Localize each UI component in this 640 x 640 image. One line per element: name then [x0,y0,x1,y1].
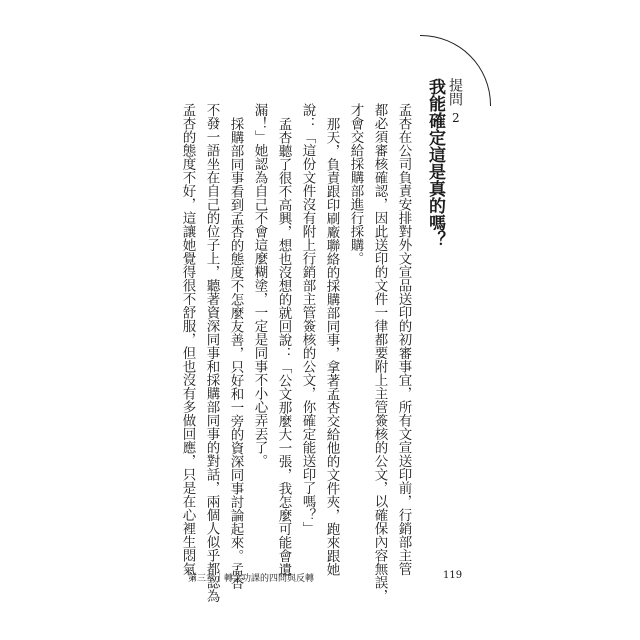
body-column-5: 說：「這份文件沒有附上行銷部主管簽核的公文，你確定能送印了嗎？」 [299,103,316,535]
body-column-7: 漏！」她認為自己不會這麼糊塗，一定是同事不小心弄丟了。 [251,103,268,468]
body-column-2: 都必須審核確認，因此送印的文件一律都要附上主管簽核的公文，以確保內容無誤， [371,103,388,603]
body-column-8: 採購部同事看到孟杏的態度不怎麼友善，只好和一旁的資深同事討論起來。孟杏 [227,117,244,590]
body-column-9: 不發一語坐在自己的位子上，聽著資深同事和採購部同事的對話，兩個人似乎都認為 [203,103,220,603]
body-column-6: 孟杏聽了很不高興，想也沒想的就回說：「公文那麼大一張，我怎麼可能會遺 [275,117,292,576]
body-column-3: 才會交給採購部進行採購。 [347,103,364,265]
question-number: 2 [452,111,460,125]
body-column-1: 孟杏在公司負責安排對外文宣品送印的初審事宜，所有文宣送印前，行銷部主管 [395,103,412,576]
body-column-10: 孟杏的態度不好，這讓她覺得很不舒服，但也沒有多做回應，只是在心裡生悶氣。 [179,103,196,589]
question-title: 我能確定這是真的嗎？ [425,78,445,248]
question-label: 提問 [447,78,463,106]
page-number: 119 [443,570,463,581]
footer-chapter: 第三章｜轉念功課的四問與反轉 [188,574,315,584]
body-column-4: 那天，負責跟印刷廠聯絡的採購部同事，拿著孟杏交給他的文件夾，跑來跟她 [323,117,340,576]
